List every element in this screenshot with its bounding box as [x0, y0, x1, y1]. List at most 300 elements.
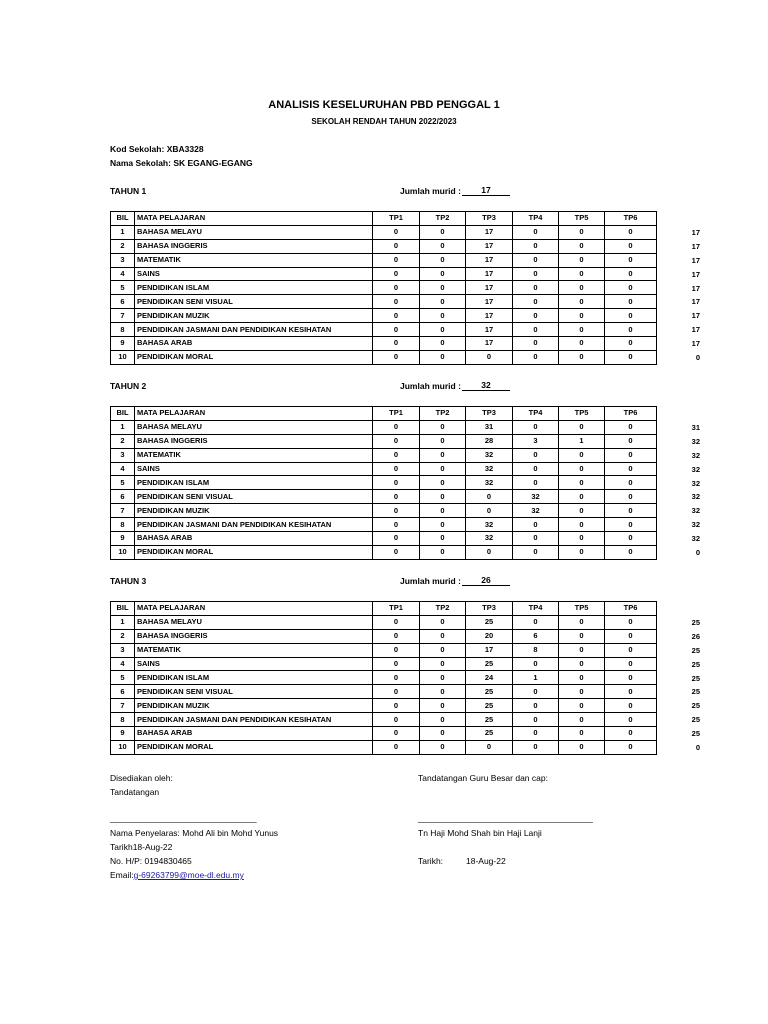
tp5-value: 0: [559, 532, 605, 546]
row-number: 10: [111, 545, 135, 559]
row-number: 8: [111, 323, 135, 337]
tp6-value: 0: [605, 462, 657, 476]
table-row: [111, 253, 657, 267]
tp6-value: 0: [605, 699, 657, 713]
row-number: 4: [111, 657, 135, 671]
tp2-value: 0: [420, 225, 466, 239]
tp5-value: 0: [559, 239, 605, 253]
tp5-value: 0: [559, 504, 605, 518]
date-left: [110, 842, 172, 852]
tp3-value: 0: [466, 504, 513, 518]
row-number: 2: [111, 434, 135, 448]
row-total: 0: [695, 353, 700, 363]
tp2-value: 0: [420, 713, 466, 727]
signature-line-left: _______________________________: [110, 813, 257, 823]
table-row: [111, 518, 657, 532]
tp5-value: 0: [559, 518, 605, 532]
subject-name: PENDIDIKAN SENI VISUAL: [135, 685, 373, 699]
tp4-value: 32: [513, 490, 559, 504]
tp3-value: 25: [466, 615, 513, 629]
row-total: 32: [691, 492, 700, 502]
tp1-value: 0: [373, 253, 420, 267]
tp1-value: 0: [373, 462, 420, 476]
tp2-value: 0: [420, 281, 466, 295]
prepared-by-label: Disediakan oleh:: [110, 773, 173, 783]
tp4-value: 0: [513, 281, 559, 295]
tp5-value: 0: [559, 727, 605, 741]
table-row: [111, 685, 657, 699]
subject-name: PENDIDIKAN JASMANI DAN PENDIDIKAN KESIHATAN: [135, 323, 373, 337]
tp3-value: 17: [466, 267, 513, 281]
tp1-value: 0: [373, 309, 420, 323]
tp3-value: 17: [466, 337, 513, 351]
tp5-value: 0: [559, 713, 605, 727]
subject-name: PENDIDIKAN ISLAM: [135, 476, 373, 490]
tp3-value: 17: [466, 643, 513, 657]
table-header-row: [111, 407, 657, 421]
tp4-value: 32: [513, 504, 559, 518]
tp6-value: 0: [605, 295, 657, 309]
tp5-value: 0: [559, 643, 605, 657]
row-number: 7: [111, 699, 135, 713]
tp2-value: 0: [420, 476, 466, 490]
table-row: [111, 295, 657, 309]
tp5-value: 0: [559, 448, 605, 462]
column-header: MATA PELAJARAN: [135, 602, 373, 616]
tp6-value: 0: [605, 239, 657, 253]
student-count-value: 17: [462, 185, 510, 196]
page-subtitle: SEKOLAH RENDAH TAHUN 2022/2023: [311, 117, 457, 126]
email-row: [110, 870, 244, 880]
column-header: TP4: [513, 212, 559, 226]
table-row: [111, 267, 657, 281]
student-count-label: Jumlah murid :: [400, 576, 461, 586]
tp4-value: 0: [513, 462, 559, 476]
table-header-row: [111, 212, 657, 226]
tp6-value: 0: [605, 685, 657, 699]
row-total: 17: [691, 228, 700, 237]
tp4-value: 0: [513, 740, 559, 754]
subject-name: BAHASA MELAYU: [135, 420, 373, 434]
tp4-value: 1: [513, 671, 559, 685]
tp2-value: 0: [420, 462, 466, 476]
row-number: 5: [111, 281, 135, 295]
tp1-value: 0: [373, 420, 420, 434]
tp3-value: 17: [466, 225, 513, 239]
tp4-value: 0: [513, 532, 559, 546]
subject-name: PENDIDIKAN SENI VISUAL: [135, 490, 373, 504]
tp2-value: 0: [420, 657, 466, 671]
row-number: 6: [111, 295, 135, 309]
tp5-value: 0: [559, 281, 605, 295]
tp4-value: 0: [513, 295, 559, 309]
subject-name: BAHASA MELAYU: [135, 225, 373, 239]
column-header: MATA PELAJARAN: [135, 212, 373, 226]
row-total: 32: [691, 520, 700, 530]
table-row: [111, 699, 657, 713]
row-number: 8: [111, 713, 135, 727]
results-table: [110, 601, 657, 755]
table-row: [111, 504, 657, 518]
tp5-value: 0: [559, 490, 605, 504]
row-total: 17: [691, 283, 700, 293]
tp5-value: 0: [559, 267, 605, 281]
tp2-value: 0: [420, 337, 466, 351]
tp4-value: 8: [513, 643, 559, 657]
tp6-value: 0: [605, 740, 657, 754]
tp1-value: 0: [373, 532, 420, 546]
tp2-value: 0: [420, 740, 466, 754]
section-title: TAHUN 2: [110, 381, 147, 391]
tp4-value: 0: [513, 309, 559, 323]
column-header: BIL: [111, 212, 135, 226]
student-count-value: 32: [462, 380, 510, 391]
student-count-label: Jumlah murid :: [400, 186, 461, 196]
tp4-value: 0: [513, 545, 559, 559]
row-total: 17: [691, 255, 700, 265]
tp1-value: 0: [373, 615, 420, 629]
row-total: 32: [691, 478, 700, 488]
tp5-value: 0: [559, 323, 605, 337]
tp6-value: 0: [605, 225, 657, 239]
subject-name: MATEMATIK: [135, 643, 373, 657]
tp6-value: 0: [605, 337, 657, 351]
tp6-value: 0: [605, 518, 657, 532]
subject-name: BAHASA ARAB: [135, 337, 373, 351]
row-total: 32: [691, 506, 700, 516]
tp4-value: 0: [513, 476, 559, 490]
student-count-value: 26: [462, 575, 510, 586]
date-left-label: Tarikh: [110, 842, 133, 852]
tp6-value: 0: [605, 671, 657, 685]
tp2-value: 0: [420, 253, 466, 267]
email-label: Email:: [110, 870, 134, 880]
column-header: TP1: [373, 602, 420, 616]
tp3-value: 32: [466, 518, 513, 532]
row-total: 32: [691, 450, 700, 460]
subject-name: PENDIDIKAN MORAL: [135, 740, 373, 754]
tp3-value: 32: [466, 476, 513, 490]
results-table: [110, 406, 657, 560]
tp3-value: 32: [466, 532, 513, 546]
school-name-value: SK EGANG-EGANG: [173, 158, 253, 168]
column-header: BIL: [111, 407, 135, 421]
row-number: 6: [111, 490, 135, 504]
column-header: TP3: [466, 212, 513, 226]
row-total: 25: [691, 701, 700, 711]
tp4-value: 0: [513, 253, 559, 267]
row-total: 17: [691, 269, 700, 279]
date-left-value: 18-Aug-22: [132, 842, 173, 852]
signature-line-right: _____________________________________: [418, 813, 593, 823]
table-row: [111, 476, 657, 490]
column-header: TP1: [373, 212, 420, 226]
date-right-label: Tarikh:: [418, 856, 444, 866]
table-row: [111, 350, 657, 364]
tp1-value: 0: [373, 337, 420, 351]
tp3-value: 31: [466, 420, 513, 434]
tp1-value: 0: [373, 629, 420, 643]
tp2-value: 0: [420, 350, 466, 364]
column-header: TP2: [420, 407, 466, 421]
table-row: [111, 239, 657, 253]
tp5-value: 0: [559, 657, 605, 671]
tp6-value: 0: [605, 643, 657, 657]
subject-name: PENDIDIKAN ISLAM: [135, 671, 373, 685]
column-header: TP2: [420, 602, 466, 616]
tp1-value: 0: [373, 448, 420, 462]
tp1-value: 0: [373, 350, 420, 364]
row-number: 3: [111, 253, 135, 267]
tp3-value: 17: [466, 281, 513, 295]
tp5-value: 1: [559, 434, 605, 448]
tp3-value: 25: [466, 713, 513, 727]
tp4-value: 0: [513, 713, 559, 727]
tp5-value: 0: [559, 462, 605, 476]
tp5-value: 0: [559, 476, 605, 490]
subject-name: PENDIDIKAN MORAL: [135, 350, 373, 364]
column-header: TP5: [559, 407, 605, 421]
row-total: 32: [691, 436, 700, 446]
column-header: TP6: [605, 407, 657, 421]
tp6-value: 0: [605, 615, 657, 629]
table-row: [111, 727, 657, 741]
table-row: [111, 337, 657, 351]
date-right-value: 18-Aug-22: [466, 856, 506, 866]
subject-name: MATEMATIK: [135, 253, 373, 267]
tp5-value: 0: [559, 350, 605, 364]
tp4-value: 0: [513, 350, 559, 364]
row-total: 0: [695, 743, 700, 753]
row-number: 9: [111, 727, 135, 741]
headmaster-signature-label: Tandatangan Guru Besar dan cap:: [418, 773, 548, 783]
tp2-value: 0: [420, 699, 466, 713]
signature-label: Tandatangan: [110, 787, 160, 797]
tp2-value: 0: [420, 295, 466, 309]
tp1-value: 0: [373, 490, 420, 504]
table-row: [111, 545, 657, 559]
tp4-value: 3: [513, 434, 559, 448]
column-header: TP3: [466, 407, 513, 421]
row-total: 25: [691, 673, 700, 683]
school-code-label: Kod Sekolah:: [110, 144, 165, 154]
subject-name: BAHASA ARAB: [135, 727, 373, 741]
tp5-value: 0: [559, 337, 605, 351]
tp1-value: 0: [373, 671, 420, 685]
school-name-label: Nama Sekolah:: [110, 158, 171, 168]
tp3-value: 28: [466, 434, 513, 448]
row-number: 10: [111, 350, 135, 364]
tp3-value: 20: [466, 629, 513, 643]
row-totals: [660, 421, 700, 560]
row-total: 32: [691, 464, 700, 474]
row-number: 4: [111, 267, 135, 281]
tp1-value: 0: [373, 476, 420, 490]
table-row: [111, 657, 657, 671]
table-row: [111, 309, 657, 323]
tp4-value: 0: [513, 685, 559, 699]
tp2-value: 0: [420, 685, 466, 699]
tp5-value: 0: [559, 225, 605, 239]
tp6-value: 0: [605, 727, 657, 741]
row-total: 31: [691, 423, 700, 432]
tp2-value: 0: [420, 420, 466, 434]
row-number: 2: [111, 239, 135, 253]
tp6-value: 0: [605, 629, 657, 643]
subject-name: PENDIDIKAN JASMANI DAN PENDIDIKAN KESIHATAN: [135, 518, 373, 532]
row-total: 25: [691, 715, 700, 725]
row-number: 5: [111, 671, 135, 685]
column-header: MATA PELAJARAN: [135, 407, 373, 421]
row-total: 25: [691, 729, 700, 739]
tp6-value: 0: [605, 532, 657, 546]
section-title: TAHUN 1: [110, 186, 147, 196]
tp4-value: 0: [513, 727, 559, 741]
tp2-value: 0: [420, 727, 466, 741]
row-total: 17: [691, 311, 700, 321]
student-count-label: Jumlah murid :: [400, 381, 461, 391]
tp4-value: 0: [513, 337, 559, 351]
tp6-value: 0: [605, 490, 657, 504]
subject-name: PENDIDIKAN JASMANI DAN PENDIDIKAN KESIHATAN: [135, 713, 373, 727]
tp3-value: 17: [466, 309, 513, 323]
table-row: [111, 323, 657, 337]
subject-name: MATEMATIK: [135, 448, 373, 462]
subject-name: BAHASA ARAB: [135, 532, 373, 546]
tp4-value: 0: [513, 323, 559, 337]
tp6-value: 0: [605, 323, 657, 337]
email-link[interactable]: g-69263799@moe-dl.edu.my: [133, 870, 244, 880]
tp2-value: 0: [420, 671, 466, 685]
tp6-value: 0: [605, 253, 657, 267]
tp2-value: 0: [420, 504, 466, 518]
tp5-value: 0: [559, 629, 605, 643]
row-number: 9: [111, 337, 135, 351]
table-header-row: [111, 602, 657, 616]
tp1-value: 0: [373, 239, 420, 253]
subject-name: PENDIDIKAN MUZIK: [135, 504, 373, 518]
tp4-value: 0: [513, 448, 559, 462]
row-number: 7: [111, 504, 135, 518]
tp5-value: 0: [559, 615, 605, 629]
tp6-value: 0: [605, 267, 657, 281]
tp6-value: 0: [605, 281, 657, 295]
tp4-value: 0: [513, 615, 559, 629]
tp3-value: 17: [466, 239, 513, 253]
column-header: TP4: [513, 602, 559, 616]
row-total: 26: [691, 631, 700, 641]
tp3-value: 25: [466, 699, 513, 713]
tp2-value: 0: [420, 267, 466, 281]
row-totals: [660, 226, 700, 365]
tp1-value: 0: [373, 267, 420, 281]
subject-name: SAINS: [135, 657, 373, 671]
tp4-value: 0: [513, 699, 559, 713]
column-header: TP4: [513, 407, 559, 421]
tp6-value: 0: [605, 434, 657, 448]
table-row: [111, 434, 657, 448]
table-row: [111, 281, 657, 295]
tp1-value: 0: [373, 504, 420, 518]
column-header: TP6: [605, 212, 657, 226]
column-header: BIL: [111, 602, 135, 616]
row-total: 32: [691, 534, 700, 544]
row-total: 25: [691, 687, 700, 697]
tp2-value: 0: [420, 545, 466, 559]
tp4-value: 0: [513, 657, 559, 671]
table-row: [111, 671, 657, 685]
tp4-value: 0: [513, 420, 559, 434]
section-title: TAHUN 3: [110, 576, 147, 586]
tp6-value: 0: [605, 420, 657, 434]
tp6-value: 0: [605, 545, 657, 559]
row-total: 17: [691, 297, 700, 307]
subject-name: PENDIDIKAN MUZIK: [135, 309, 373, 323]
tp6-value: 0: [605, 309, 657, 323]
tp5-value: 0: [559, 295, 605, 309]
table-row: [111, 615, 657, 629]
tp1-value: 0: [373, 643, 420, 657]
column-header: TP1: [373, 407, 420, 421]
tp4-value: 0: [513, 518, 559, 532]
column-header: TP2: [420, 212, 466, 226]
table-row: [111, 643, 657, 657]
subject-name: BAHASA INGGERIS: [135, 434, 373, 448]
tp3-value: 32: [466, 462, 513, 476]
tp3-value: 17: [466, 295, 513, 309]
tp4-value: 0: [513, 267, 559, 281]
row-total: 25: [691, 659, 700, 669]
tp5-value: 0: [559, 309, 605, 323]
tp1-value: 0: [373, 281, 420, 295]
table-row: [111, 420, 657, 434]
tp2-value: 0: [420, 434, 466, 448]
tp6-value: 0: [605, 350, 657, 364]
tp1-value: 0: [373, 434, 420, 448]
row-number: 6: [111, 685, 135, 699]
tp1-value: 0: [373, 740, 420, 754]
row-total: 17: [691, 325, 700, 335]
subject-name: PENDIDIKAN MUZIK: [135, 699, 373, 713]
tp6-value: 0: [605, 476, 657, 490]
tp3-value: 0: [466, 350, 513, 364]
tp6-value: 0: [605, 504, 657, 518]
tp3-value: 17: [466, 323, 513, 337]
column-header: TP5: [559, 212, 605, 226]
tp4-value: 6: [513, 629, 559, 643]
row-totals: [660, 616, 700, 755]
tp1-value: 0: [373, 545, 420, 559]
tp4-value: 0: [513, 239, 559, 253]
tp3-value: 24: [466, 671, 513, 685]
school-code: [110, 144, 204, 154]
row-number: 8: [111, 518, 135, 532]
row-number: 4: [111, 462, 135, 476]
tp6-value: 0: [605, 713, 657, 727]
row-total: 0: [695, 548, 700, 558]
row-total: 25: [691, 645, 700, 655]
tp1-value: 0: [373, 295, 420, 309]
school-code-value: XBA3328: [166, 144, 204, 154]
coordinator-name: Nama Penyelaras: Mohd Ali bin Mohd Yunus: [110, 828, 279, 838]
subject-name: PENDIDIKAN MORAL: [135, 545, 373, 559]
tp2-value: 0: [420, 532, 466, 546]
subject-name: PENDIDIKAN ISLAM: [135, 281, 373, 295]
table-row: [111, 740, 657, 754]
school-name: [110, 158, 253, 168]
tp5-value: 0: [559, 699, 605, 713]
phone-number: No. H/P: 0194830465: [110, 856, 192, 866]
